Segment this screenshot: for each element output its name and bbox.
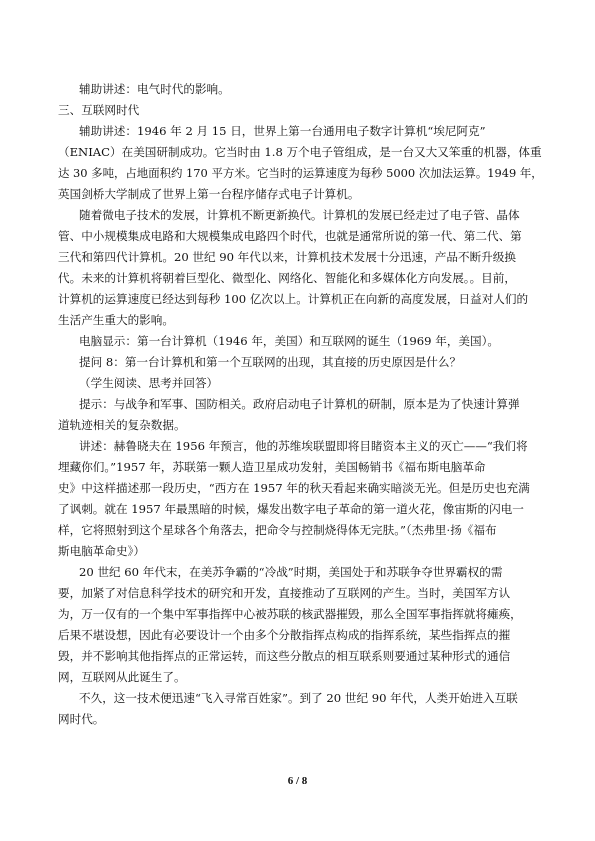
section-heading: 三、互联网时代: [58, 103, 140, 117]
text-line: 辅助讲述：1946 年 2 月 15 日，世界上第一台通用电子数字计算机“埃尼阿克”: [79, 124, 486, 138]
text-line: 道轨迹相关的复杂数据。: [58, 418, 186, 432]
text-line: 电脑显示：第一台计算机（1946 年，美国）和互联网的诞生（1969 年，美国）。: [79, 334, 499, 348]
text-line: 毁，并不影响其他指挥点的正常运转，而这些分散点的相互联系则要通过某种形式的通信: [58, 649, 511, 663]
text-line: 辅助讲述：电气时代的影响。: [79, 82, 230, 96]
text-line: 为，万一仅有的一个集中军事指挥中心被苏联的核武器摧毁，那么全国军事指挥就将瘫痪，: [58, 607, 522, 621]
text-line: 后果不堪设想，因此有必要设计一个由多个分散指挥点构成的指挥系统，某些指挥点的摧: [58, 628, 511, 642]
text-line: 要，加紧了对信息科学技术的研究和开发，直接推动了互联网的产生。当时，美国军方认: [58, 586, 511, 600]
text-line: （ENIAC）在美国研制成功。它当时由 1.8 万个电子管组成，是一台又大又笨重的机器，体重: [58, 145, 542, 159]
text-line: 样，它将照射到这个星球各个角落去，把命令与控制烧得体无完肤。”（杰弗里·扬《福布: [58, 523, 497, 537]
text-line: 三代和第四代计算机。20 世纪 90 年代以来，计算机技术发展十分迅速，产品不断升级换: [58, 250, 516, 264]
text-line: （学生阅读、思考并回答）: [79, 376, 219, 390]
text-line: 不久，这一技术便迅速“飞入寻常百姓家”。到了 20 世纪 90 年代，人类开始进入互联: [79, 691, 518, 705]
text-line: 网时代。: [58, 712, 105, 726]
text-line: 提示：与战争和军事、国防相关。政府启动电子计算机的研制，原本是为了快速计算弹: [79, 397, 520, 411]
text-line: 埋藏你们。”1957 年，苏联第一颗人造卫星成功发射，美国畅销书《福布斯电脑革命: [58, 460, 486, 474]
text-line: 20 世纪 60 年代末，在美苏争霸的“冷战”时期，美国处于和苏联争夺世界霸权的需: [79, 565, 503, 579]
text-line: 代。未来的计算机将朝着巨型化、微型化、网络化、智能化和多媒体化方向发展。。目前，: [58, 271, 516, 285]
text-line: 随着微电子技术的发展，计算机不断更新换代。计算机的发展已经走过了电子管、晶体: [79, 208, 520, 222]
text-line: 英国剑桥大学制成了世界上第一台程序储存式电子计算机。: [58, 187, 360, 201]
text-line: 史》中这样描述那一段历史，“西方在 1957 年的秋天看起来确实暗淡无光。但是历史也充满: [58, 481, 530, 495]
text-line: 生活产生重大的影响。: [58, 313, 174, 327]
text-line: 管、中小规模集成电路和大规模集成电路四个时代，也就是通常所说的第一代、第二代、第: [58, 229, 522, 243]
text-line: 讲述：赫鲁晓夫在 1956 年预言，他的苏维埃联盟即将目睹资本主义的灭亡——“我们将: [79, 439, 528, 453]
text-line: 计算机的运算速度已经达到每秒 100 亿次以上。计算机正在向新的高度发展，日益对人们的: [58, 292, 529, 306]
text-line: 达 30 多吨，占地面积约 170 平方米。它当时的运算速度为每秒 5000 次加法运算。1949 年，: [58, 166, 543, 180]
question-line: 提问 8：第一台计算机和第一个互联网的出现，其直接的历史原因是什么？: [79, 355, 462, 369]
text-line: 斯电脑革命史》）: [58, 544, 145, 558]
text-line: 了讽刺。就在 1957 年最黑暗的时候，爆发出数字电子革命的第一道火花，像宙斯的闪电一: [58, 502, 524, 516]
page-number: 6 / 8: [287, 775, 308, 787]
text-line: 网，互联网从此诞生了。: [58, 670, 186, 684]
